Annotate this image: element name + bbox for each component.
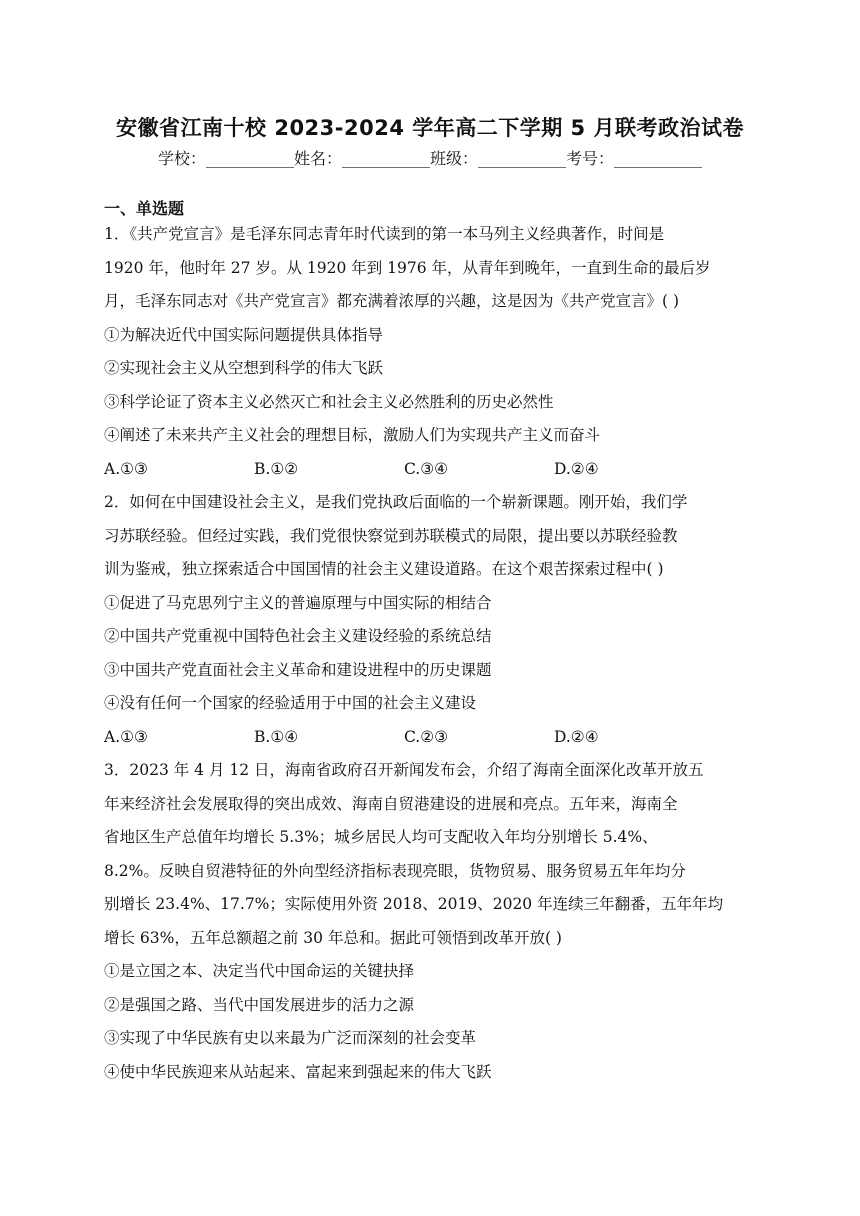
option-c: C.③④ — [404, 459, 449, 478]
statement: ①促进了马克思列宁主义的普遍原理与中国实际的相结合 — [104, 593, 492, 612]
question-stem-line: 1．《共产党宣言》是毛泽东同志青年时代读到的第一本马列主义经典著作，时间是 — [104, 225, 665, 243]
question-stem-line: 训为鉴戒，独立探索适合中国国情的社会主义建设道路。在这个艰苦探索过程中( ) — [104, 560, 664, 578]
statement: ②中国共产党重视中国特色社会主义建设经验的系统总结 — [104, 627, 492, 645]
question-stem-line: 增长 63%，五年总额超之前 30 年总和。据此可领悟到改革开放( ) — [104, 928, 562, 947]
option-b: B.①④ — [254, 727, 299, 746]
option-a: A.①③ — [104, 459, 148, 478]
question-list — [104, 218, 754, 1089]
question-3 — [104, 754, 754, 1089]
option-d: D.②④ — [554, 459, 599, 478]
question-stem-line: 8.2%。反映自贸港特征的外向型经济指标表现亮眼，货物贸易、服务贸易五年年均分 — [104, 861, 686, 880]
question-stem-line: 别增长 23.4%、17.7%；实际使用外资 2018、2019、2020 年连续三年翻番，五年年均 — [104, 895, 724, 913]
statement: ③中国共产党直面社会主义革命和建设进程中的历史课题 — [104, 660, 492, 679]
section-heading: 一、单选题 — [104, 199, 185, 218]
student-info-line: 学校：___________姓名：___________班级：___________考号：___________ — [157, 149, 702, 168]
option-c: C.②③ — [404, 727, 449, 746]
question-stem-line: 3．2023 年 4 月 12 日，海南省政府召开新闻发布会，介绍了海南全面深化改革开放五 — [104, 761, 704, 779]
question-stem-line: 省地区生产总值年均增长 5.3%；城乡居民人均可支配收入年均分别增长 5.4%、 — [104, 828, 658, 846]
question-stem-line: 习苏联经验。但经过实践，我们党很快察觉到苏联模式的局限，提出要以苏联经验教 — [104, 526, 678, 545]
statement: ④阐述了未来共产主义社会的理想目标，激励人们为实现共产主义而奋斗 — [104, 426, 601, 444]
statement: ③实现了中华民族有史以来最为广泛而深刻的社会变革 — [104, 1029, 477, 1047]
question-stem-line: 年来经济社会发展取得的突出成效、海南自贸港建设的进展和亮点。五年来，海南全 — [104, 794, 678, 813]
option-a: A.①③ — [104, 727, 148, 746]
statement: ③科学论证了资本主义必然灭亡和社会主义必然胜利的历史必然性 — [104, 392, 554, 411]
answer-options — [104, 453, 754, 487]
question-stem-line: 月，毛泽东同志对《共产党宣言》都充满着浓厚的兴趣，这是因为《共产党宣言》( ) — [104, 292, 680, 310]
exam-title: 安徽省江南十校 2023-2024 学年高二下学期 5 月联考政治试卷 — [116, 116, 744, 140]
question-1 — [104, 218, 754, 486]
question-stem-line: 1920 年，他时年 27 岁。从 1920 年到 1976 年，从青年到晚年，一直到生命的最后岁 — [104, 258, 711, 277]
option-b: B.①② — [254, 459, 299, 478]
question-2 — [104, 486, 754, 754]
statement: ④使中华民族迎来从站起来、富起来到强起来的伟大飞跃 — [104, 1062, 492, 1081]
statement: ①为解决近代中国实际问题提供具体指导 — [104, 325, 384, 344]
statement: ②实现社会主义从空想到科学的伟大飞跃 — [104, 359, 384, 377]
option-d: D.②④ — [554, 727, 599, 746]
statement: ④没有任何一个国家的经验适用于中国的社会主义建设 — [104, 694, 477, 712]
statement: ②是强国之路、当代中国发展进步的活力之源 — [104, 995, 415, 1014]
question-stem-line: 2．如何在中国建设社会主义，是我们党执政后面临的一个崭新课题。刚开始，我们学 — [104, 493, 688, 511]
statement: ①是立国之本、决定当代中国命运的关键抉择 — [104, 962, 415, 980]
answer-options — [104, 721, 754, 755]
